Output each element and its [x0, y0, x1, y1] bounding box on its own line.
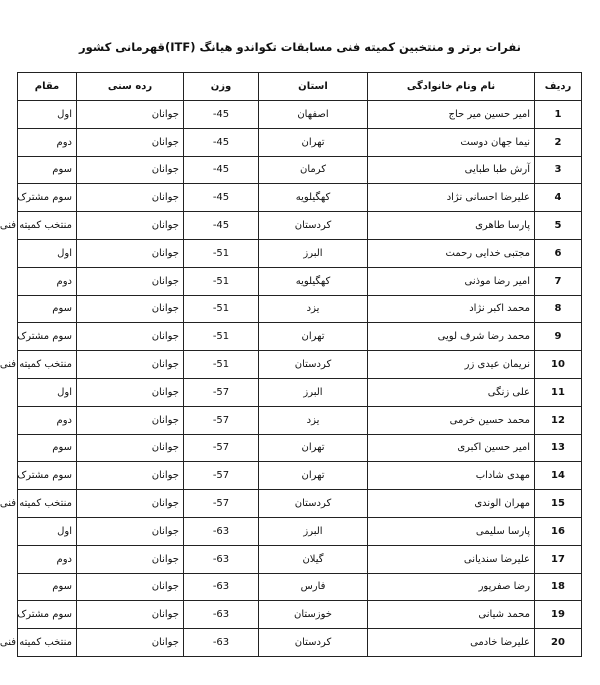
cell-place: منتخب کمیته فنی — [18, 212, 77, 240]
table-row — [18, 517, 582, 545]
table-body — [0, 101, 582, 657]
cell-weight: -45 — [184, 128, 259, 156]
cell-rank: 13 — [535, 434, 582, 462]
cell-rank: 9 — [535, 323, 582, 351]
cell-province: یزد — [259, 406, 368, 434]
header-weight: وزن — [184, 73, 259, 101]
cell-name: علیرضا احسانی نژاد — [368, 184, 535, 212]
cell-place: اول — [18, 517, 77, 545]
cell-weight: -51 — [184, 295, 259, 323]
table-row — [18, 128, 582, 156]
header-place: مقام — [18, 73, 77, 101]
cell-weight: -57 — [184, 490, 259, 518]
table-row — [18, 573, 582, 601]
cell-name: امیر حسین اکبری — [368, 434, 535, 462]
table-row — [18, 295, 582, 323]
cell-place: منتخب کمیته فنی — [18, 629, 77, 657]
cell-age-group: جوانان — [77, 295, 184, 323]
cell-name: مهران الوندی — [368, 490, 535, 518]
cell-rank: 20 — [535, 629, 582, 657]
cell-age-group: جوانان — [77, 128, 184, 156]
table-row — [18, 601, 582, 629]
cell-place: سوم — [18, 295, 77, 323]
cell-place: سوم مشترک — [18, 462, 77, 490]
cell-name: علی زنگی — [368, 378, 535, 406]
cell-province: کردستان — [259, 629, 368, 657]
cell-rank: 17 — [535, 545, 582, 573]
table-row — [18, 351, 582, 379]
cell-province: کهگیلویه — [259, 267, 368, 295]
cell-age-group: جوانان — [77, 490, 184, 518]
cell-name: محمد رضا شرف لویی — [368, 323, 535, 351]
cell-rank: 8 — [535, 295, 582, 323]
cell-weight: -63 — [184, 601, 259, 629]
cell-name: مجتبی خدایی رحمت — [368, 239, 535, 267]
cell-weight: -45 — [184, 184, 259, 212]
cell-rank: 4 — [535, 184, 582, 212]
cell-weight: -51 — [184, 323, 259, 351]
cell-place: سوم — [18, 434, 77, 462]
cell-name: مهدی شاداب — [368, 462, 535, 490]
cell-rank: 1 — [535, 101, 582, 129]
cell-age-group: جوانان — [77, 378, 184, 406]
table-row — [18, 267, 582, 295]
table-row — [18, 239, 582, 267]
cell-province: کردستان — [259, 490, 368, 518]
cell-place: سوم — [18, 156, 77, 184]
cell-name: رضا صفرپور — [368, 573, 535, 601]
cell-name: نریمان عیدی زر — [368, 351, 535, 379]
table-row — [18, 323, 582, 351]
cell-weight: -45 — [184, 156, 259, 184]
table-row — [18, 434, 582, 462]
cell-place: دوم — [18, 267, 77, 295]
cell-rank: 7 — [535, 267, 582, 295]
table-row — [18, 184, 582, 212]
cell-weight: -63 — [184, 573, 259, 601]
cell-weight: -51 — [184, 351, 259, 379]
cell-rank: 6 — [535, 239, 582, 267]
cell-place: سوم مشترک — [18, 601, 77, 629]
cell-place: اول — [18, 101, 77, 129]
document-title: نفرات برتر و منتخبین کمیته فنی مسابقات تکواندو هیانگ (ITF)قهرمانی کشور — [79, 40, 521, 54]
cell-name: امیر حسین میر حاج — [368, 101, 535, 129]
header-age-group: رده سنی — [77, 73, 184, 101]
cell-place: منتخب کمیته فنی — [18, 351, 77, 379]
header-rank: ردیف — [535, 73, 582, 101]
cell-rank: 16 — [535, 517, 582, 545]
cell-name: پارسا سلیمی — [368, 517, 535, 545]
cell-place: منتخب کمیته فنی — [18, 490, 77, 518]
cell-province: تهران — [259, 128, 368, 156]
cell-province: یزد — [259, 295, 368, 323]
cell-age-group: جوانان — [77, 573, 184, 601]
cell-place: دوم — [18, 545, 77, 573]
cell-age-group: جوانان — [77, 184, 184, 212]
table-row — [18, 629, 582, 657]
cell-age-group: جوانان — [77, 629, 184, 657]
cell-age-group: جوانان — [77, 601, 184, 629]
cell-weight: -63 — [184, 545, 259, 573]
cell-weight: -57 — [184, 462, 259, 490]
cell-weight: -57 — [184, 406, 259, 434]
cell-place: سوم مشترک — [18, 323, 77, 351]
cell-province: کرمان — [259, 156, 368, 184]
cell-name: محمد حسین خرمی — [368, 406, 535, 434]
cell-province: تهران — [259, 434, 368, 462]
cell-name: علیرضا خادمی — [368, 629, 535, 657]
table-row — [18, 406, 582, 434]
cell-weight: -45 — [184, 101, 259, 129]
cell-province: فارس — [259, 573, 368, 601]
table-row — [18, 462, 582, 490]
cell-place: سوم مشترک — [18, 184, 77, 212]
cell-age-group: جوانان — [77, 323, 184, 351]
table-row — [18, 545, 582, 573]
table-header-row — [18, 73, 582, 101]
cell-province: کردستان — [259, 212, 368, 240]
cell-rank: 2 — [535, 128, 582, 156]
cell-age-group: جوانان — [77, 545, 184, 573]
cell-age-group: جوانان — [77, 462, 184, 490]
cell-rank: 10 — [535, 351, 582, 379]
cell-place: اول — [18, 378, 77, 406]
cell-name: نیما جهان دوست — [368, 128, 535, 156]
table-row — [18, 378, 582, 406]
table-row — [18, 156, 582, 184]
cell-place: سوم — [18, 573, 77, 601]
cell-age-group: جوانان — [77, 406, 184, 434]
header-province: استان — [259, 73, 368, 101]
cell-province: البرز — [259, 239, 368, 267]
results-table — [0, 72, 582, 657]
cell-rank: 14 — [535, 462, 582, 490]
cell-name: محمد اکبر نژاد — [368, 295, 535, 323]
cell-rank: 15 — [535, 490, 582, 518]
cell-province: اصفهان — [259, 101, 368, 129]
cell-province: البرز — [259, 517, 368, 545]
cell-province: کهگیلویه — [259, 184, 368, 212]
cell-age-group: جوانان — [77, 212, 184, 240]
table-row — [18, 490, 582, 518]
cell-rank: 19 — [535, 601, 582, 629]
cell-province: کردستان — [259, 351, 368, 379]
cell-place: دوم — [18, 406, 77, 434]
cell-rank: 18 — [535, 573, 582, 601]
table-row — [18, 101, 582, 129]
cell-name: علیرضا سندیانی — [368, 545, 535, 573]
cell-rank: 12 — [535, 406, 582, 434]
cell-age-group: جوانان — [77, 101, 184, 129]
cell-name: امیر رضا موذنی — [368, 267, 535, 295]
cell-age-group: جوانان — [77, 156, 184, 184]
cell-rank: 5 — [535, 212, 582, 240]
cell-name: محمد شیانی — [368, 601, 535, 629]
cell-province: گیلان — [259, 545, 368, 573]
cell-weight: -63 — [184, 517, 259, 545]
cell-province: البرز — [259, 378, 368, 406]
cell-weight: -63 — [184, 629, 259, 657]
cell-weight: -51 — [184, 239, 259, 267]
cell-age-group: جوانان — [77, 351, 184, 379]
cell-age-group: جوانان — [77, 434, 184, 462]
cell-weight: -51 — [184, 267, 259, 295]
cell-rank: 11 — [535, 378, 582, 406]
cell-name: آرش طبا طبایی — [368, 156, 535, 184]
cell-province: تهران — [259, 323, 368, 351]
header-name: نام ونام خانوادگی — [368, 73, 535, 101]
cell-province: تهران — [259, 462, 368, 490]
cell-age-group: جوانان — [77, 239, 184, 267]
cell-province: خوزستان — [259, 601, 368, 629]
cell-age-group: جوانان — [77, 517, 184, 545]
cell-place: اول — [18, 239, 77, 267]
table-row — [18, 212, 582, 240]
cell-place: دوم — [18, 128, 77, 156]
cell-weight: -57 — [184, 378, 259, 406]
cell-weight: -45 — [184, 212, 259, 240]
cell-rank: 3 — [535, 156, 582, 184]
cell-age-group: جوانان — [77, 267, 184, 295]
cell-name: پارسا طاهری — [368, 212, 535, 240]
cell-weight: -57 — [184, 434, 259, 462]
